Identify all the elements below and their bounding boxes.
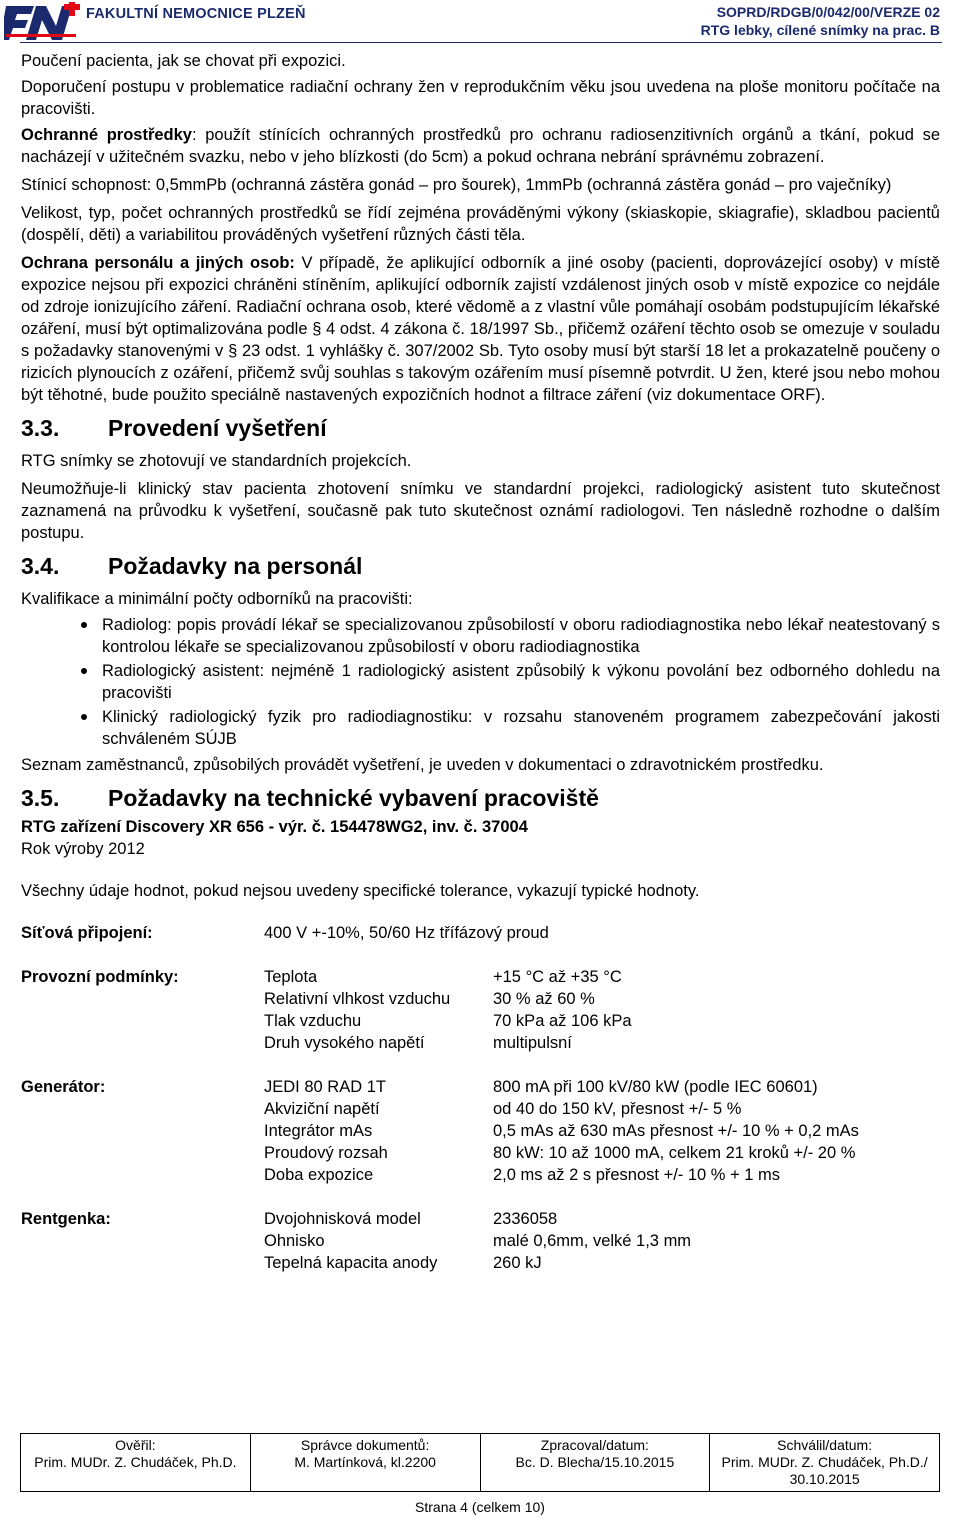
staff-protection-label: Ochrana personálu a jiných osob:: [21, 254, 295, 272]
section-heading-3-4: [21, 552, 940, 580]
approval-person: Prim. MUDr. Z. Chudáček, Ph.D./ 30.10.2015: [721, 1454, 928, 1487]
header-divider: [20, 42, 942, 43]
bullet-icon: [81, 622, 87, 628]
page-number: Strana 4 (celkem 10): [415, 1499, 545, 1515]
section-title: Požadavky na technické vybavení pracoviště: [108, 785, 599, 811]
page-header: [0, 0, 960, 44]
spec-key: Tlak vzduchu: [264, 1012, 362, 1030]
spec-key: Ohnisko: [264, 1232, 325, 1250]
paragraph-protective-equipment: [21, 124, 940, 168]
device-name: RTG zařízení Discovery XR 656 - výr. č. 154478WG2, inv. č. 37004: [21, 818, 528, 836]
approval-person: M. Martínková, kl.2200: [294, 1454, 436, 1470]
approval-role: Ověřil:: [115, 1437, 156, 1453]
paragraph-shielding: Stínicí schopnost: 0,5mmPb (ochranná zástěra gonád – pro šourek), 1mmPb (ochranná zástěra gonád – pro vaječníky): [21, 176, 892, 194]
section-heading-3-3: [21, 414, 940, 442]
spec-key: JEDI 80 RAD 1T: [264, 1078, 386, 1096]
org-name: FAKULTNÍ NEMOCNICE PLZEŇ: [86, 6, 306, 22]
spec-key: Akviziční napětí: [264, 1100, 380, 1118]
spec-value: od 40 do 150 kV, přesnost +/- 5 %: [493, 1100, 742, 1118]
approval-role: Správce dokumentů:: [300, 1437, 430, 1453]
spec-key: Proudový rozsah: [264, 1144, 388, 1162]
paragraph-nonstandard: Neumožňuje-li klinický stav pacienta zhotovení snímku ve standardní projekci, radiologický asistent tuto skutečnost zaznamená na průvodku k vyšetření, současně pak tuto skutečnost oznámí radiologovi. Ten následně rozhodne o dalším postupu.: [21, 480, 940, 542]
device-year: Rok výroby 2012: [21, 840, 145, 858]
spec-value: 70 kPa až 106 kPa: [493, 1012, 632, 1030]
spec-label: Generátor:: [21, 1078, 106, 1096]
section-number: 3.5.: [21, 785, 60, 811]
section-number: 3.4.: [21, 553, 60, 579]
spec-value: 80 kW: 10 až 1000 mA, celkem 21 kroků +/- 20 %: [493, 1144, 856, 1162]
spec-group-operating: [21, 966, 940, 1054]
document-code: [701, 3, 940, 39]
section-title: Požadavky na personál: [108, 553, 363, 579]
bullet-icon: [81, 714, 87, 720]
section-number: 3.3.: [21, 415, 60, 441]
approval-cell-doc-manager: [250, 1434, 480, 1492]
spec-value: +15 °C až +35 °C: [493, 968, 622, 986]
paragraph-size-type: Velikost, typ, počet ochranných prostředků se řídí zejména prováděnými výkony (skiaskopie, skiagrafie), skladbou pacientů (dospělí, děti) a variabilitou prováděných vyšetření různých části těla.: [21, 204, 940, 244]
approval-person: Prim. MUDr. Z. Chudáček, Ph.D.: [34, 1454, 237, 1470]
protective-equipment-label: Ochranné prostředky: [21, 126, 192, 144]
fn-logo-icon: [4, 2, 82, 42]
document-title: RTG lebky, cílené snímky na prac. B: [700, 22, 940, 38]
staff-list: [21, 614, 940, 750]
section-heading-3-5: [21, 784, 940, 812]
paragraph-staff-protection: [21, 252, 940, 406]
paragraph-qualification: Kvalifikace a minimální počty odborníků na pracovišti:: [21, 590, 413, 608]
spec-key: Tepelná kapacita anody: [264, 1254, 438, 1272]
paragraph-recommendation: Doporučení postupu v problematice radiační ochrany žen v reprodukčním věku jsou uvedena na ploše monitoru počítače na pracovišti.: [21, 78, 940, 118]
spec-label: Provozní podmínky:: [21, 968, 179, 986]
spec-key: Doba expozice: [264, 1166, 374, 1184]
paragraph-standard-projections: RTG snímky se zhotovují ve standardních projekcích.: [21, 452, 412, 470]
spec-value: 800 mA při 100 kV/80 kW (podle IEC 60601): [493, 1078, 818, 1096]
approval-cell-prepared: [480, 1434, 710, 1492]
approval-cell-approved: [710, 1434, 940, 1492]
bullet-icon: [81, 668, 87, 674]
list-item: Klinický radiologický fyzik pro radiodiagnostiku: v rozsahu stanoveném programem zabezpečování jakosti schváleném SÚJB: [21, 706, 940, 750]
spec-key: 400 V +-10%, 50/60 Hz třífázový proud: [264, 924, 549, 942]
spec-value: 2336058: [493, 1210, 558, 1228]
list-item: Radiolog: popis provádí lékař se specializovanou způsobilostí v oboru radiodiagnostika nebo lékař neatestovaný s kontrolou lékaře se specializovanou způsobilostí v oboru radiodiagnostika: [21, 614, 940, 658]
section-title: Provedení vyšetření: [108, 415, 327, 441]
list-item: Radiologický asistent: nejméně 1 radiologický asistent způsobilý k výkonu povolání bez odborného dohledu na pracovišti: [21, 660, 940, 704]
spec-label: Síťová připojení:: [21, 924, 153, 942]
spec-key: Integrátor mAs: [264, 1122, 373, 1140]
staff-protection-text: V případě, že aplikující odborník a jiné osoby (pacienti, doprovázející osoby) v místě expozice nejsou při expozici chráněni stíněním, aplikující odborník zajistí vzdálenost jiných osob v místě expozice co nejdále od zdroje ionizujícího záření. Radiační ochrana osob, které vědomě a z vlastní vůle pomáhají osobám podstupujícím lékařské ozáření, musí být optimalizována podle § 4 odst. 4 zákona č. 18/1997 Sb., přičemž ozáření těchto osob se omezuje v souladu s požadavky stanovenými v § 23 odst. 1 vyhlášky č. 307/2002 Sb. Tyto osoby musí být starší 18 let a prokazatelně poučeny o rizicích plynoucích z ozáření, přičemž svůj souhlas s takovým ozářením musí písemně potvrdit. U žen, které jsou nebo mohou být těhotné, bude použito speciálně nastavených expozičních hodnot a filtrace záření (viz dokumentace ORF).: [21, 254, 940, 404]
spec-table: [21, 922, 940, 1274]
spec-key: Dvojohnisková model: [264, 1210, 421, 1228]
spec-key: Teplota: [264, 968, 318, 986]
spec-label: Rentgenka:: [21, 1210, 111, 1228]
spec-key: Druh vysokého napětí: [264, 1034, 425, 1052]
protective-equipment-text: : použít stínících ochranných prostředků pro ochranu radiosenzitivních orgánů a tkání, pokud se nacházejí v užitečném svazku, nebo v jeho blízkosti (do 5cm) a pokud ochrana nebrání správnému zobrazení.: [21, 126, 941, 166]
spec-value: malé 0,6mm, velké 1,3 mm: [493, 1232, 692, 1250]
approval-role: Zpracoval/datum:: [540, 1437, 649, 1453]
spec-group-generator: [21, 1076, 940, 1186]
approval-person: Bc. D. Blecha/15.10.2015: [515, 1454, 675, 1470]
spec-value: 2,0 ms až 2 s přesnost +/- 10 % + 1 ms: [493, 1166, 781, 1184]
document-body: [21, 50, 940, 1296]
spec-value: 30 % až 60 %: [493, 990, 595, 1008]
paragraph-employee-list: Seznam zaměstnanců, způsobilých provádět vyšetření, je uveden v dokumentaci o zdravotnickém prostředku.: [21, 756, 824, 774]
typical-values-note: Všechny údaje hodnot, pokud nejsou uvedeny specifické tolerance, vykazují typické hodnoty.: [21, 882, 700, 900]
document-code-line: SOPRD/RDGB/0/042/00/VERZE 02: [716, 4, 940, 20]
spec-value: 260 kJ: [493, 1254, 542, 1272]
spec-group-xray-tube: [21, 1208, 940, 1274]
approval-cell-verified: [21, 1434, 251, 1492]
spec-key: Relativní vlhkost vzduchu: [264, 990, 451, 1008]
approval-role: Schválil/datum:: [777, 1437, 873, 1453]
approval-table: [20, 1433, 940, 1492]
spec-group-network: [21, 922, 940, 944]
paragraph-instruction: Poučení pacienta, jak se chovat při expozici.: [21, 52, 346, 70]
spec-value: multipulsní: [493, 1034, 572, 1052]
spec-value: 0,5 mAs až 630 mAs přesnost +/- 10 % + 0,2 mAs: [493, 1122, 859, 1140]
